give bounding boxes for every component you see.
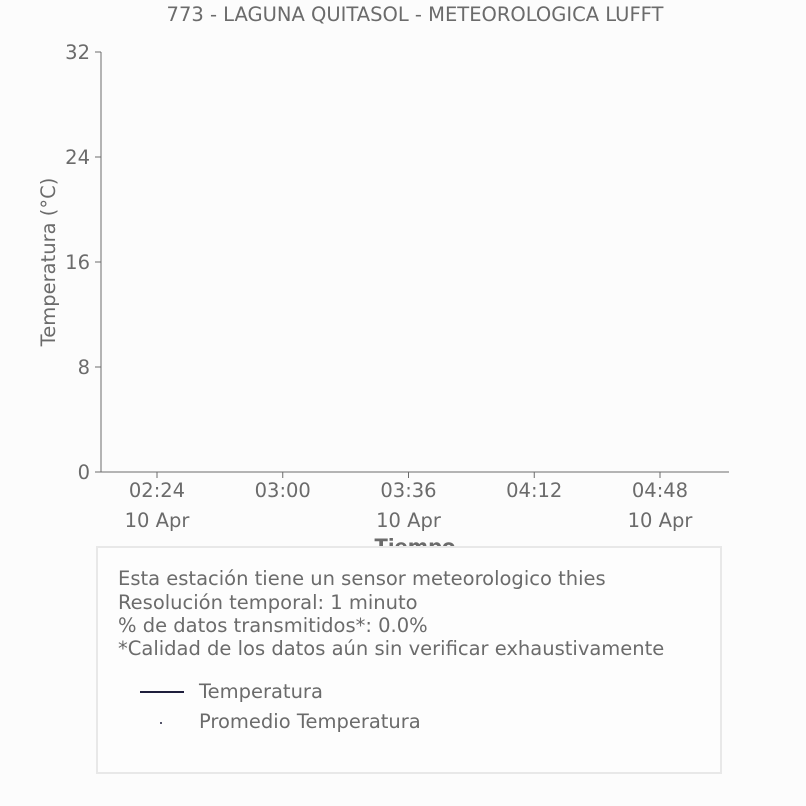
x-tick-label-time: 03:00 [254,479,311,502]
legend-promedio-label: Promedio Temperatura [199,710,421,733]
y-tick-label: 16 [65,251,90,274]
quality-note-text: *Calidad de los datos aún sin verificar exhaustivamente [118,637,665,660]
y-tick-label: 24 [65,146,90,169]
x-tick-label-time: 03:36 [380,479,437,502]
x-tick-label-time: 04:12 [506,479,563,502]
y-axis-label: Temperatura (°C) [37,177,60,347]
legend-temperatura-swatch [140,691,184,693]
transmitted-text: % de datos transmitidos*: 0.0% [118,614,428,637]
y-tick-label: 32 [65,41,90,64]
sensor-info-text: Esta estación tiene un sensor meteorologico thies [118,567,606,590]
x-tick-label-time: 04:48 [631,479,689,502]
chart-title: 773 - LAGUNA QUITASOL - METEOROLOGICA LUFFT [166,3,664,26]
x-tick-label-date: 10 Apr [627,509,693,532]
y-tick-label: 0 [77,461,90,484]
x-tick-label-date: 10 Apr [124,509,190,532]
axes [65,41,729,532]
legend-temperatura-label: Temperatura [199,680,323,703]
x-tick-label-date: 10 Apr [376,509,441,532]
y-tick-label: 8 [77,356,90,379]
resolution-text: Resolución temporal: 1 minuto [118,591,418,614]
x-tick-label-time: 02:24 [128,479,186,502]
info-legend-box [96,546,722,774]
legend-promedio-swatch [160,722,162,724]
